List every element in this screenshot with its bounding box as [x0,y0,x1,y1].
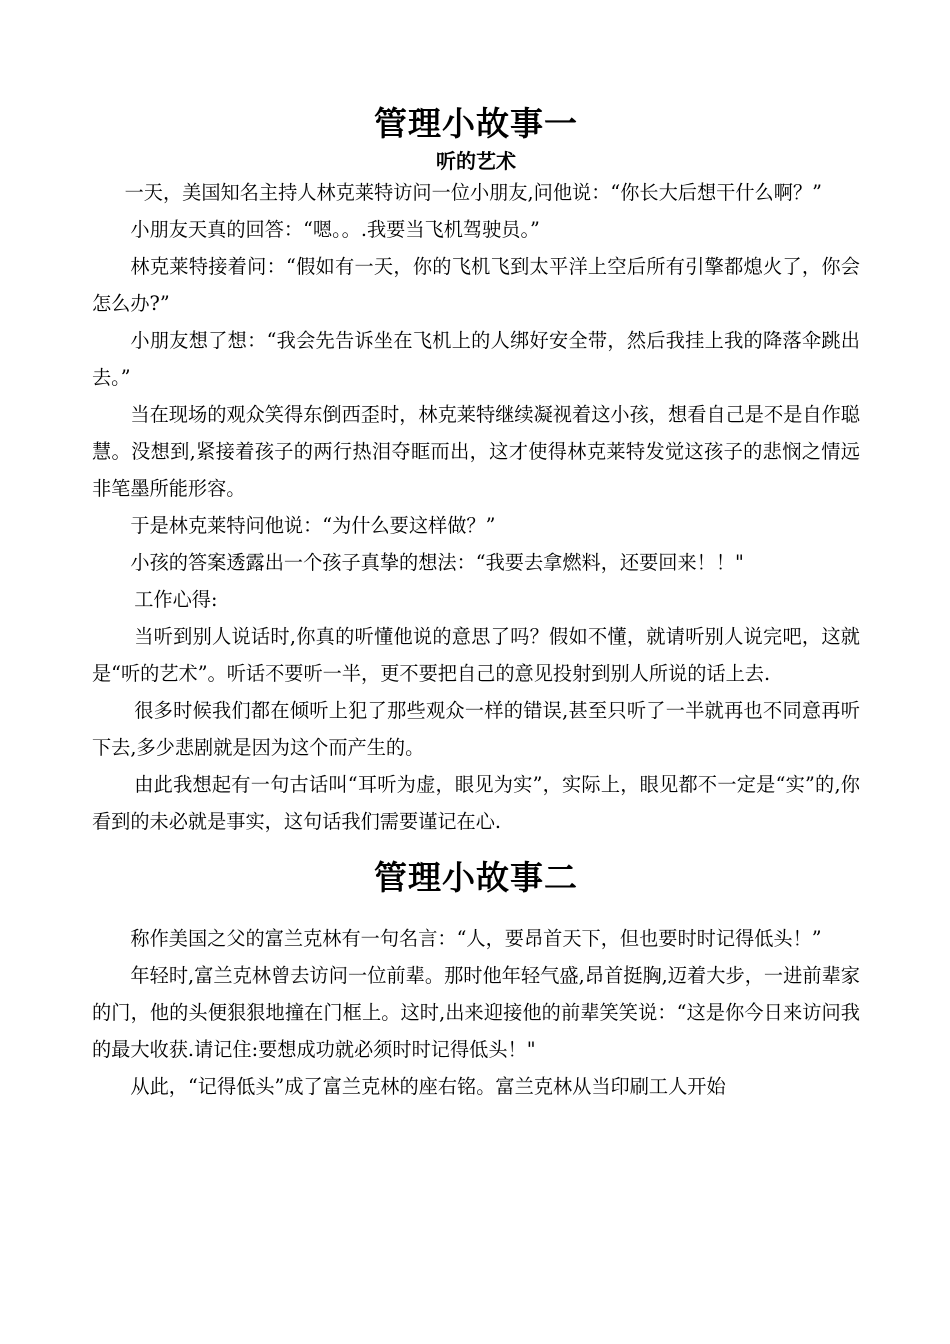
story-1-paragraph: 由此我想起有一句古话叫“耳听为虚，眼见为实”，实际上，眼见都不一定是“实”的,你看到的未必就是事实，这句话我们需要谨记在心. [92,773,860,833]
story-1-paragraph: 于是林克莱特问他说：“为什么要这样做？” [130,514,496,537]
story-2-paragraph: 年轻时,富兰克林曾去访问一位前辈。那时他年轻气盛,昂首挺胸,迈着大步，一进前辈家的门，他的头便狠狠地撞在门框上。这时,出来迎接他的前辈笑笑说：“这是你今日来访问我的最大收获.请记住:要想成功就必须时时记得低头！" [92,964,860,1061]
story-1-title: 管理小故事一 [374,104,578,143]
story-1-subtitle: 听的艺术 [436,149,516,173]
story-2-paragraph: 从此，“记得低头”成了富兰克林的座右铭。富兰克林从当印刷工人开始 [130,1075,726,1098]
story-2-title: 管理小故事二 [374,858,578,897]
story-1-paragraph: 一天，美国知名主持人林克莱特访问一位小朋友,问他说：“你长大后想干什么啊？” [124,181,822,204]
story-1-paragraph: 很多时候我们都在倾听上犯了那些观众一样的错误,甚至只听了一半就再也不同意再听下去,多少悲剧就是因为这个而产生的。 [92,699,860,759]
story-1-paragraph: 小孩的答案透露出一个孩子真挚的想法：“我要去拿燃料，还要回来！！" [130,551,744,574]
story-1-paragraph: 林克莱特接着问：“假如有一天，你的飞机飞到太平洋上空后所有引擎都熄火了，你会怎么办?” [92,255,860,315]
story-1-paragraph: 当在现场的观众笑得东倒西歪时，林克莱特继续凝视着这小孩，想看自己是不是自作聪慧。没想到,紧接着孩子的两行热泪夺眶而出，这才使得林克莱特发觉这孩子的悲悯之情远非笔墨所能形容。 [92,403,860,500]
story-1-paragraph: 小朋友想了想：“我会先告诉坐在飞机上的人绑好安全带，然后我挂上我的降落伞跳出去。” [92,329,860,389]
story-2-paragraph: 称作美国之父的富兰克林有一句名言：“人，要昂首天下，但也要时时记得低头！” [130,927,822,950]
story-1-paragraph: 当听到别人说话时,你真的听懂他说的意思了吗？假如不懂，就请听别人说完吧，这就是“听的艺术”。听话不要听一半，更不要把自己的意见投射到别人所说的话上去. [92,625,860,685]
story-1-paragraph: 工作心得: [134,588,218,611]
story-1-paragraph: 小朋友天真的回答：“嗯。。.我要当飞机驾驶员。” [130,218,540,241]
document-page [92,100,860,1105]
